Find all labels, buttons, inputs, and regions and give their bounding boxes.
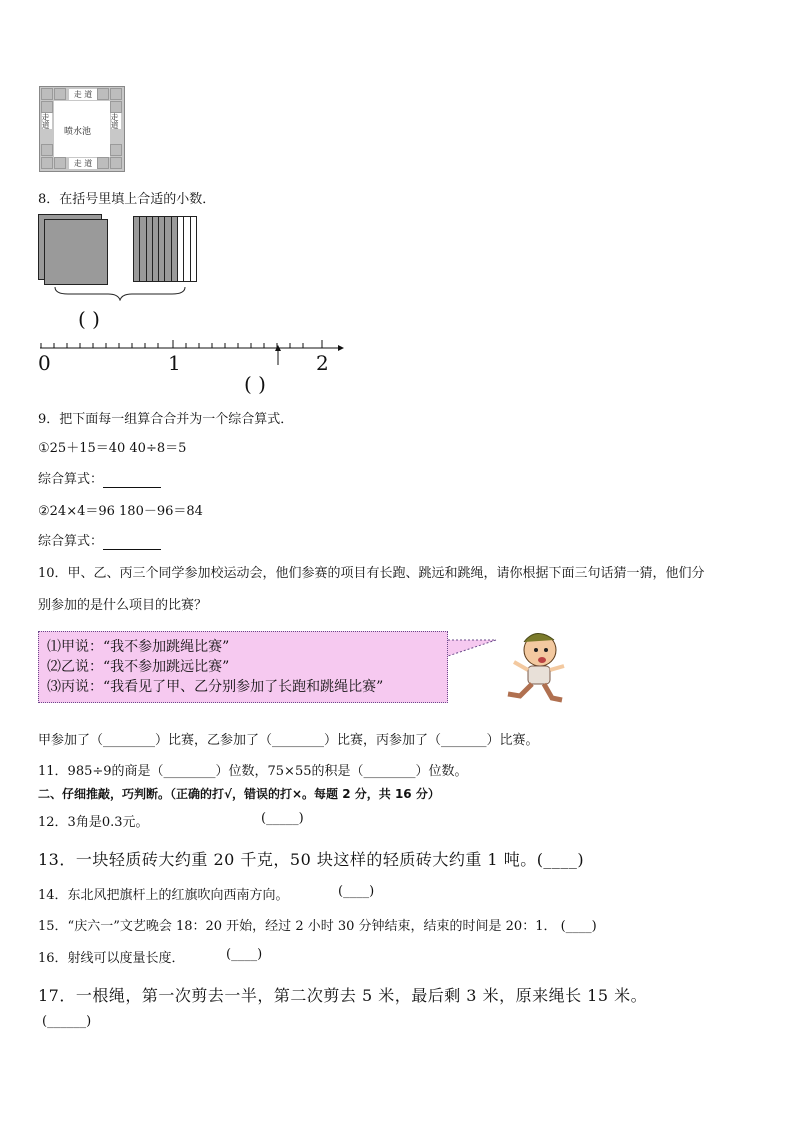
q10-answer[interactable]: 甲参加了（________）比赛，乙参加了（________）比赛，丙参加了（_______）比赛。 (38, 733, 539, 748)
fountain-diagram (39, 86, 125, 172)
answer-blank[interactable] (103, 534, 161, 550)
speech-callout (38, 631, 448, 703)
tenths-square (133, 216, 197, 282)
section-2-heading: 二、仔细推敲，巧判断。（正确的打√，错误的打×。每题 2 分，共 16 分） (38, 787, 440, 801)
q9-line2: ②24×4＝96 180－96＝84 (38, 504, 203, 519)
walkway-bottom-label: 走 道 (69, 158, 97, 169)
question-15[interactable]: 15．“庆六一”文艺晚会 18：20 开始，经过 2 小时 30 分钟结束，结束的时间是 20：1． (____) (38, 919, 597, 934)
question-10-line2: 别参加的是什么项目的比赛？ (38, 598, 208, 613)
tick-label-1: 1 (168, 351, 181, 375)
q17-paren[interactable]: (______) (42, 1014, 92, 1029)
statement-3: ⑶丙说：“我看见了甲、乙分别参加了长跑和跳绳比赛” (47, 679, 384, 695)
fountain-center-label: 喷水池 (64, 124, 91, 137)
tick-label-0: 0 (38, 351, 51, 375)
q9-line1: ①25＋15＝40 40÷8＝5 (38, 441, 187, 456)
statement-1: ⑴甲说：“我不参加跳绳比赛” (47, 639, 230, 655)
question-12: 12．3角是0.3元。 (38, 815, 149, 830)
full-square-front (44, 219, 108, 285)
q9-combined1: 综合算式： (38, 468, 161, 488)
q12-paren[interactable]: (_____) (261, 811, 304, 826)
walkway-left-label: 走道 (41, 113, 50, 129)
callout-tail (446, 636, 498, 660)
tick-label-2: 2 (316, 351, 329, 375)
answer-paren-top[interactable]: ( ) (78, 307, 100, 331)
q16-paren[interactable]: (____) (226, 947, 263, 962)
question-17: 17．一根绳，第一次剪去一半，第二次剪去 5 米，最后剩 3 米，原来绳长 15 米。 (38, 986, 648, 1005)
question-11[interactable]: 11．985÷9的商是（________）位数，75×55的积是（________）位数。 (38, 764, 468, 779)
q9-combined2: 综合算式： (38, 530, 161, 550)
walkway-top-label: 走 道 (69, 89, 97, 100)
brace (50, 285, 190, 301)
question-10-line1: 10．甲、乙、丙三个同学参加校运动会，他们参赛的项目有长跑、跳远和跳绳，请你根据下面三句话猜一猜，他们分 (38, 566, 705, 581)
q14-paren[interactable]: (____) (338, 884, 375, 899)
answer-paren-bottom[interactable]: ( ) (244, 372, 266, 396)
question-8: 8．在括号里填上合适的小数． (38, 192, 216, 207)
walkway-right-label: 走道 (110, 113, 119, 129)
running-boy-illustration (496, 622, 582, 708)
question-16: 16．射线可以度量长度． (38, 951, 185, 966)
answer-blank[interactable] (103, 472, 161, 488)
number-line (34, 336, 344, 356)
arrow-pointer (272, 345, 284, 367)
question-14: 14．东北风把旗杆上的红旗吹向西南方向。 (38, 888, 289, 903)
statement-2: ⑵乙说：“我不参加跳远比赛” (47, 659, 230, 675)
question-13[interactable]: 13．一块轻质砖大约重 20 千克，50 块这样的轻质砖大约重 1 吨。(____) (38, 850, 585, 869)
question-9: 9．把下面每一组算合合并为一个综合算式． (38, 412, 294, 427)
